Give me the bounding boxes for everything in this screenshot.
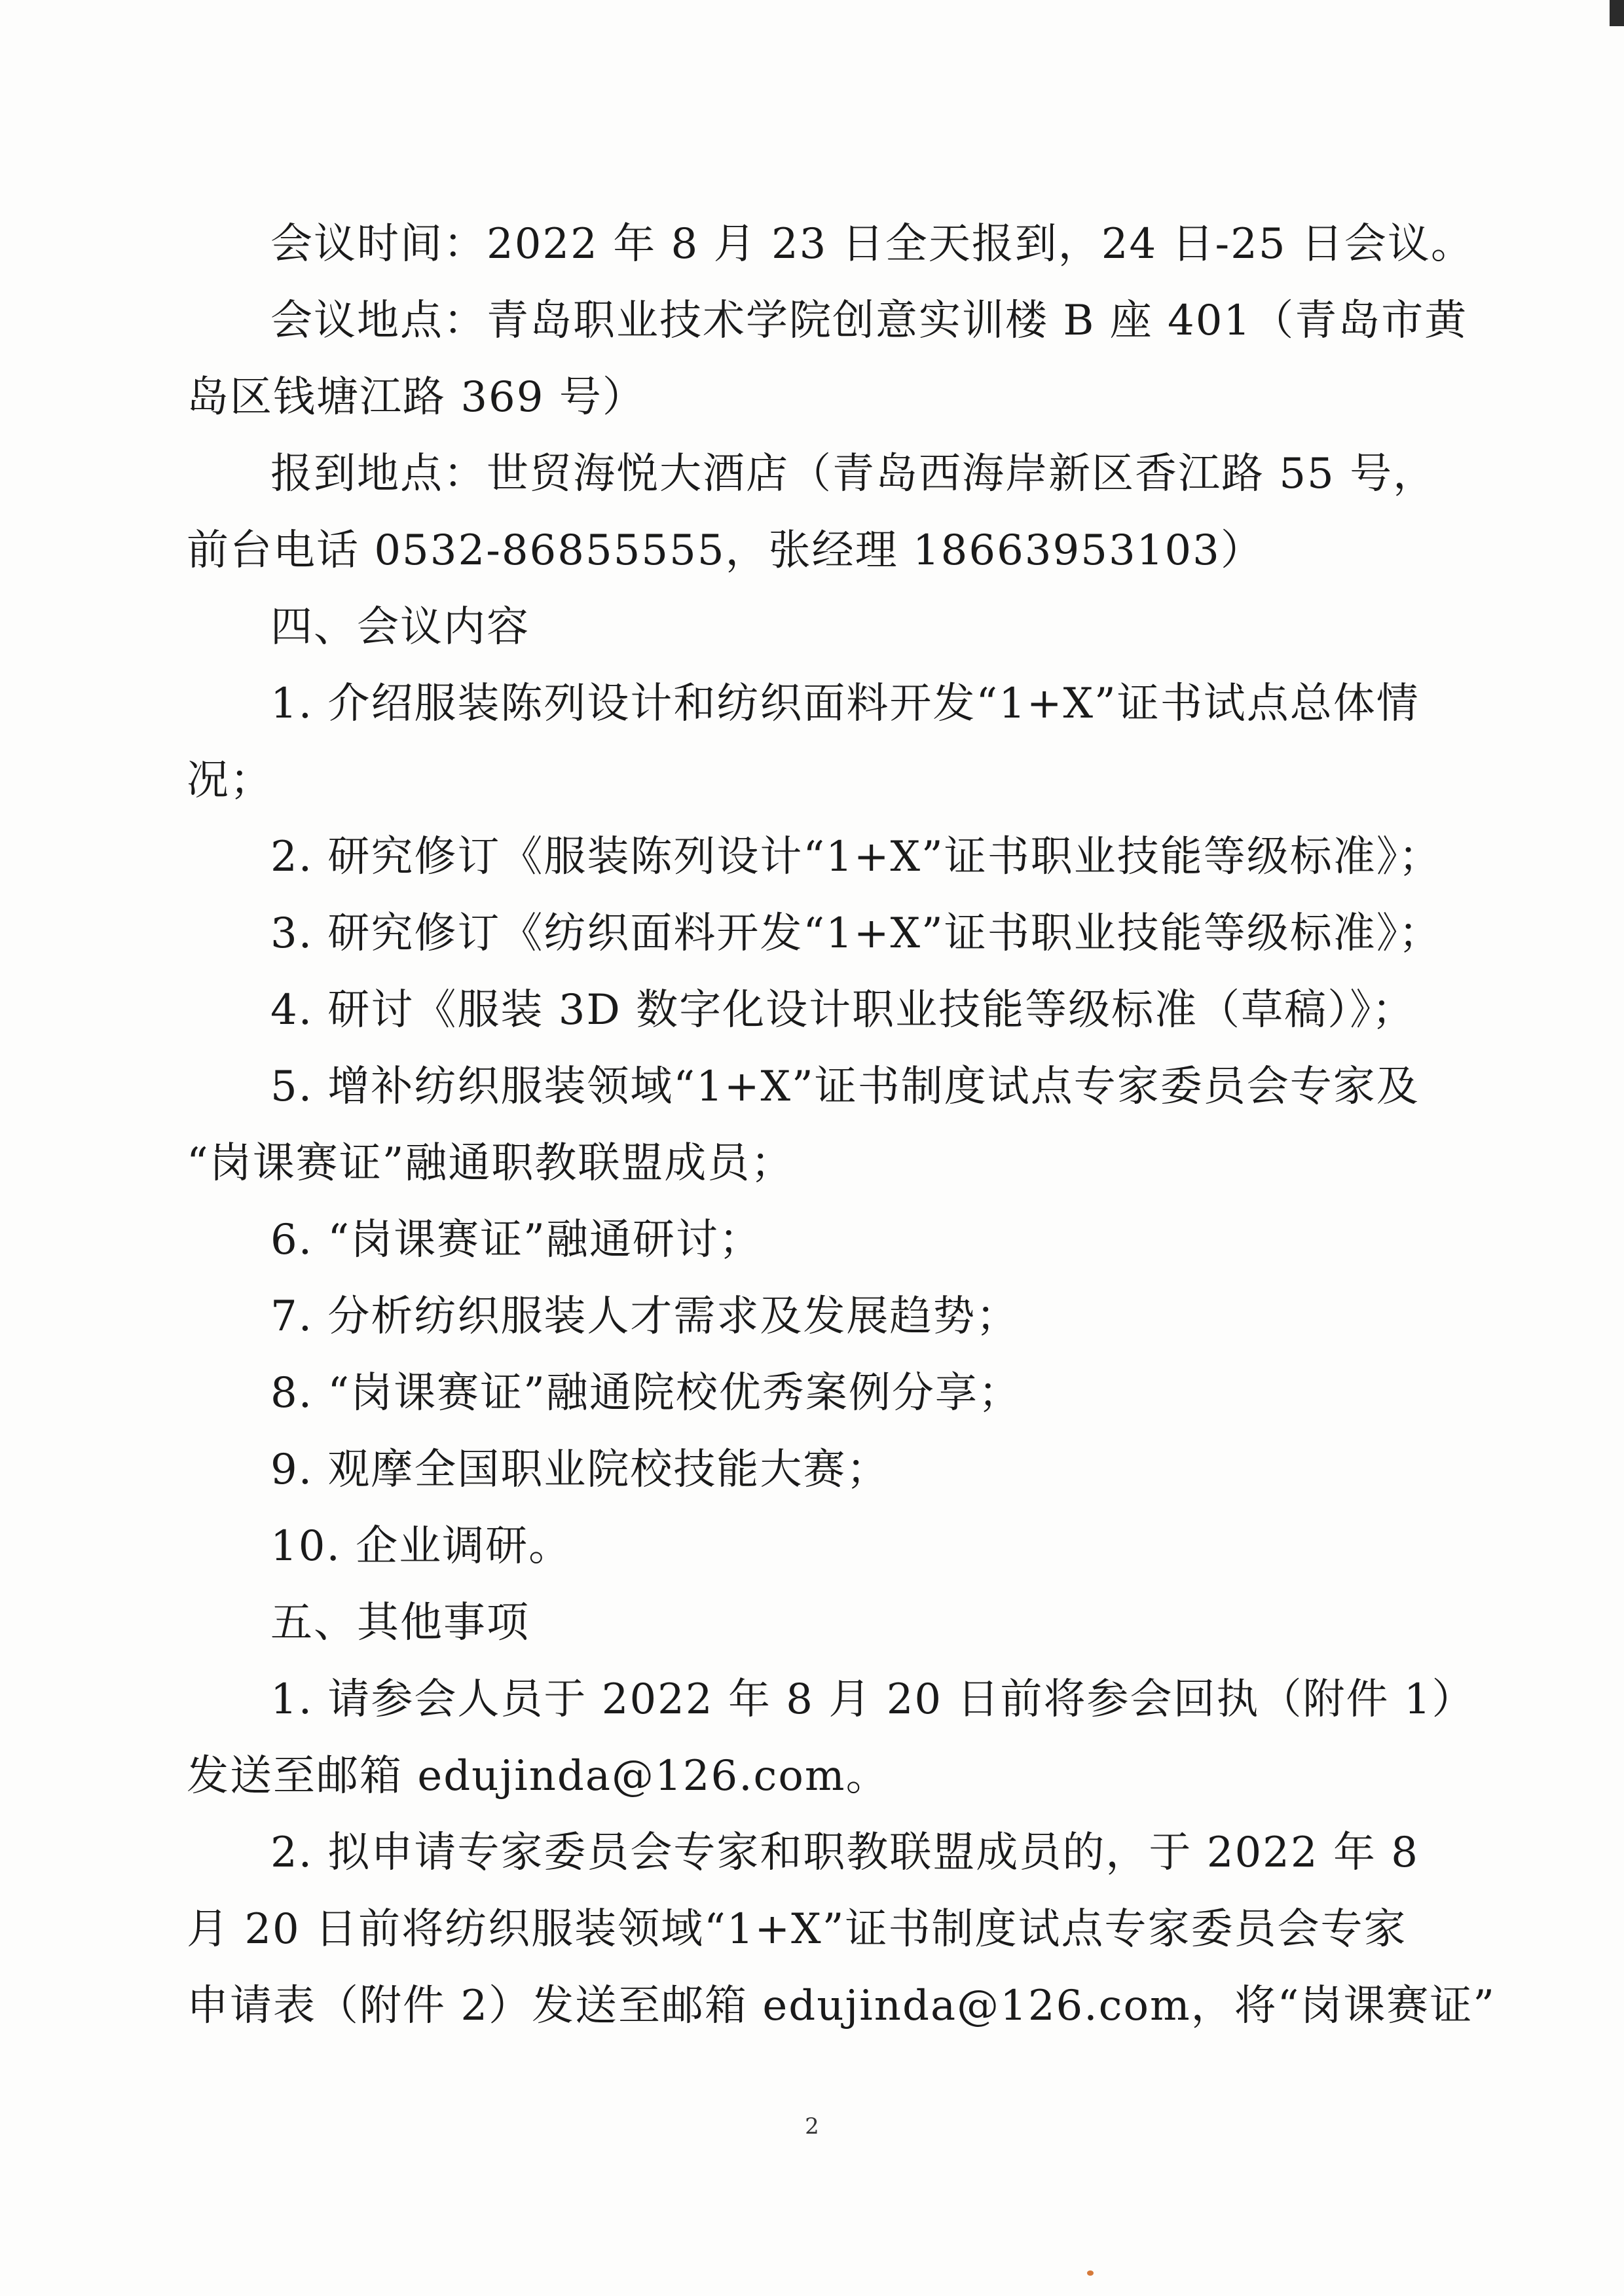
content-item-1-cont: 况； bbox=[187, 756, 273, 805]
content-item-6: 6. “岗课赛证”融通研讨； bbox=[270, 1216, 762, 1264]
content-item-5-cont: “岗课赛证”融通职教联盟成员； bbox=[187, 1139, 794, 1188]
content-item-2: 2. 研究修订《服装陈列设计“1+X”证书职业技能等级标准》； bbox=[270, 833, 1442, 881]
other-item-1: 1. 请参会人员于 2022 年 8 月 20 日前将参会回执（附件 1） bbox=[270, 1675, 1475, 1724]
meeting-venue-line: 会议地点：青岛职业技术学院创意实训楼 B 座 401（青岛市黄 bbox=[270, 297, 1468, 345]
content-item-4: 4. 研讨《服装 3D 数字化设计职业技能等级标准（草稿）》； bbox=[270, 986, 1416, 1034]
other-item-1-cont: 发送至邮箱 edujinda@126.com。 bbox=[187, 1752, 889, 1800]
content-item-3: 3. 研究修订《纺织面料开发“1+X”证书职业技能等级标准》； bbox=[270, 909, 1442, 958]
other-item-2: 2. 拟申请专家委员会专家和职教联盟成员的，于 2022 年 8 bbox=[270, 1829, 1420, 1877]
meeting-venue-line-cont: 岛区钱塘江路 369 号） bbox=[187, 373, 646, 422]
other-item-2-cont-1: 月 20 日前将纺织服装领域“1+X”证书制度试点专家委员会专家 bbox=[187, 1905, 1407, 1954]
meeting-time-line: 会议时间：2022 年 8 月 23 日全天报到，24 日-25 日会议。 bbox=[270, 220, 1474, 268]
body-text bbox=[187, 206, 1496, 2045]
page-number: 2 bbox=[805, 2113, 819, 2140]
content-item-5: 5. 增补纺织服装领域“1+X”证书制度试点专家委员会专家及 bbox=[270, 1063, 1420, 1111]
other-item-2-cont-2: 申请表（附件 2）发送至邮箱 edujinda@126.com，将“岗课赛证” bbox=[187, 1982, 1496, 2030]
scan-edge-mark bbox=[1610, 0, 1624, 26]
content-item-9: 9. 观摩全国职业院校技能大赛； bbox=[270, 1446, 890, 1494]
checkin-location-line: 报到地点：世贸海悦大酒店（青岛西海岸新区香江路 55 号， bbox=[270, 450, 1437, 498]
checkin-contact-line: 前台电话 0532-86855555，张经理 18663953103） bbox=[187, 526, 1264, 575]
content-item-10: 10. 企业调研。 bbox=[270, 1522, 572, 1571]
content-item-1: 1. 介绍服装陈列设计和纺织面料开发“1+X”证书试点总体情 bbox=[270, 680, 1420, 728]
section-heading-other-matters: 五、其他事项 bbox=[270, 1599, 530, 1647]
section-heading-meeting-content: 四、会议内容 bbox=[270, 603, 530, 651]
content-item-8: 8. “岗课赛证”融通院校优秀案例分享； bbox=[270, 1369, 1022, 1417]
scan-speck bbox=[1087, 2270, 1094, 2276]
content-item-7: 7. 分析纺织服装人才需求及发展趋势； bbox=[270, 1292, 1020, 1341]
